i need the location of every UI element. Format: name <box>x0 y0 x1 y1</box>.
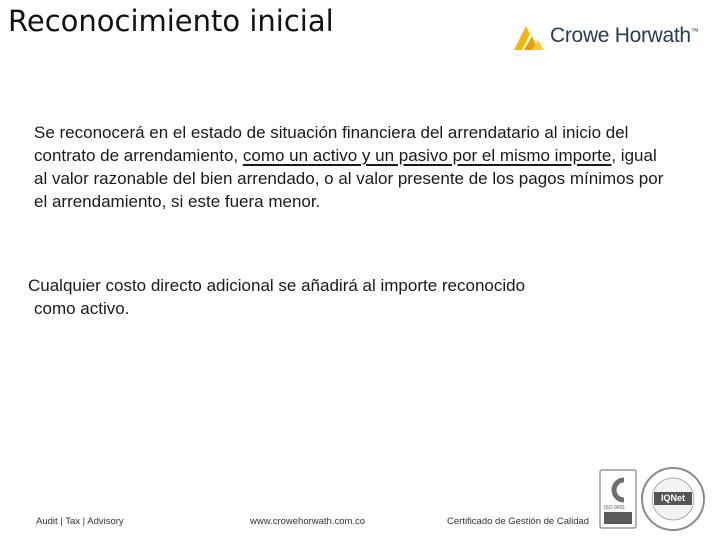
iso-badge-label: ISO 9001 <box>604 505 626 511</box>
paragraph1-text-end: , igual al valor razonable del bien arrendado, o al valor presente de los pagos mínimos por el arrendamiento, si este fuera menor. <box>34 146 664 211</box>
footer-website-link[interactable]: www.crowehorwath.com.co <box>250 516 366 527</box>
iso-certification-badge <box>598 468 638 530</box>
paragraph1-underlined-text: como un activo y un pasivo por el mismo importe <box>242 146 612 165</box>
footer-certificate-text: Certificado de Gestión de Calidad <box>447 516 590 527</box>
footer-services: Audit | Tax | Advisory <box>36 516 124 527</box>
iqnet-certification-badge <box>640 466 706 532</box>
paragraph-recognition <box>34 121 664 213</box>
brand-name: Crowe Horwath™ <box>550 24 699 47</box>
paragraph-additional-cost <box>28 274 668 320</box>
paragraph2-line2: como activo. <box>34 299 130 318</box>
iso-badge-icon <box>598 468 638 530</box>
crowe-horwath-logo <box>512 20 702 54</box>
iqnet-badge-label: IQNet <box>661 493 686 503</box>
slide-title: Reconocimiento inicial <box>8 4 334 38</box>
crowe-chevron-icon <box>512 22 546 52</box>
paragraph2-line1: Cualquier costo directo adicional se añadirá al importe reconocido <box>28 276 526 295</box>
paragraph1-text-start: Se reconocerá en el estado de situación financiera del arrendatario al inicio del contrato de arrendamiento, <box>34 123 629 165</box>
